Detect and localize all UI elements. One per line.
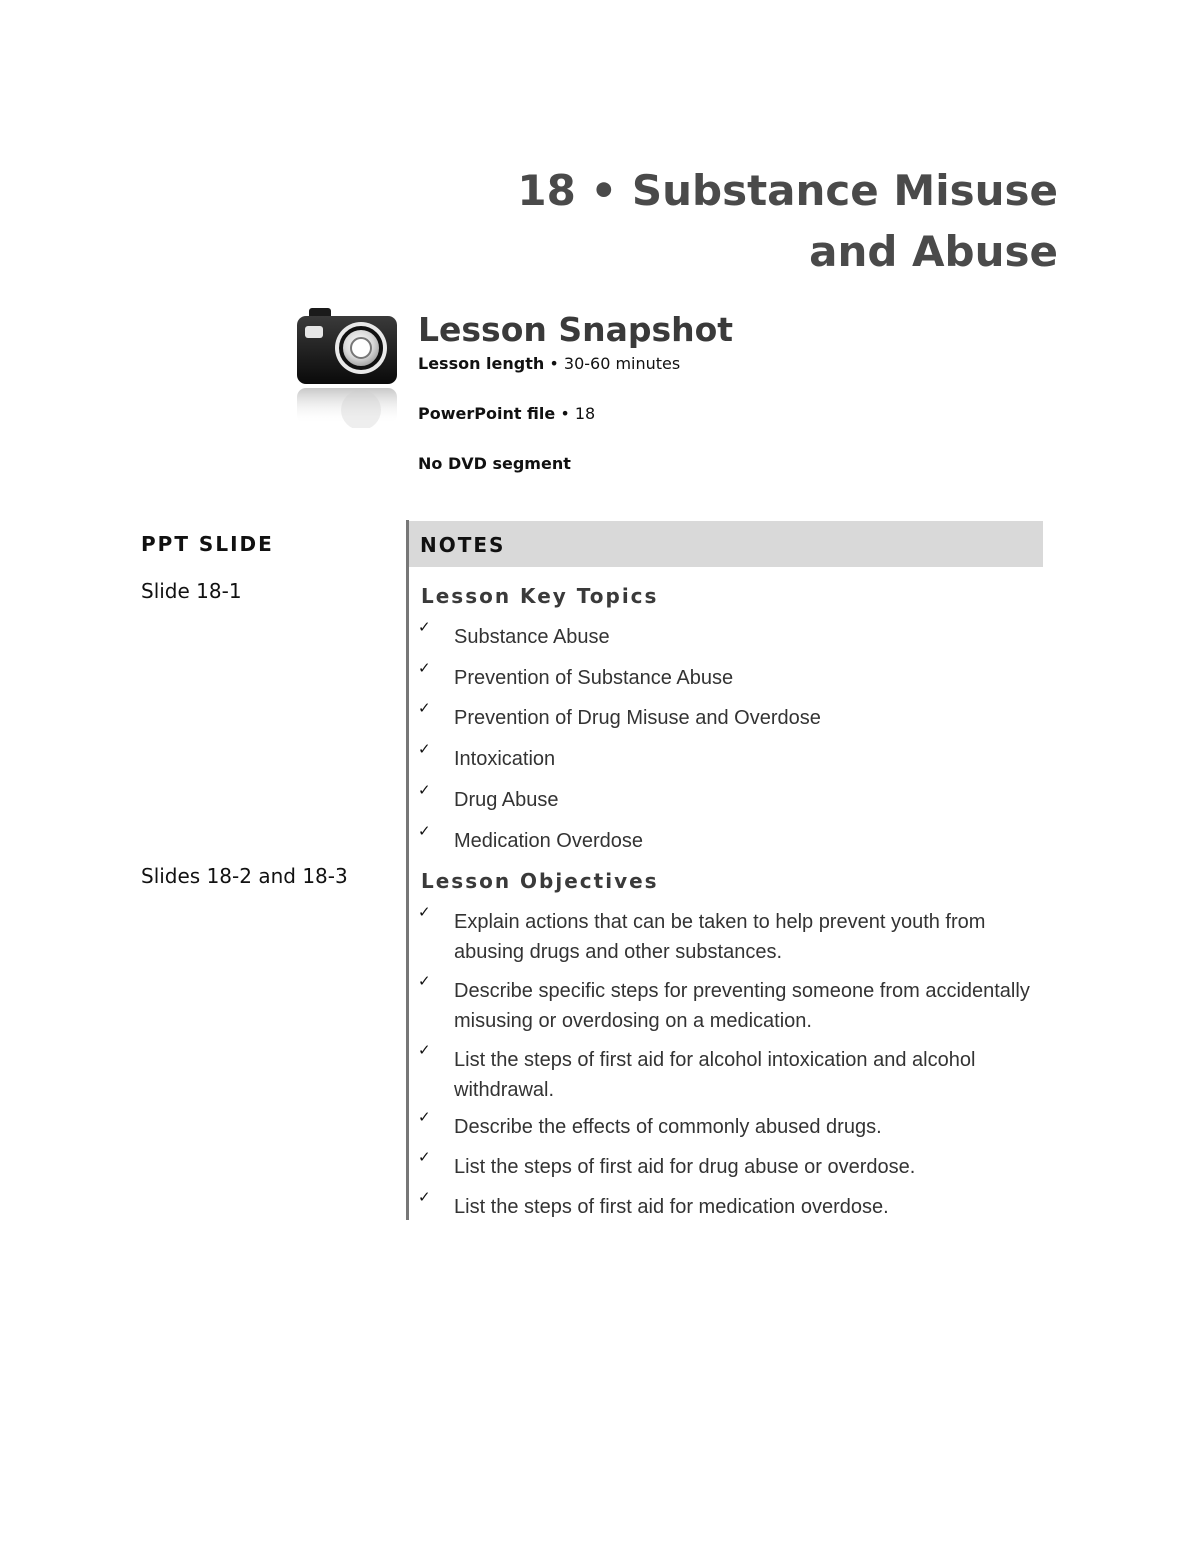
lesson-length-value: • 30-60 minutes [549, 354, 681, 373]
list-item-text: Intoxication [454, 748, 556, 770]
check-icon: ✓ [418, 822, 431, 840]
list-item-text: List the steps of first aid for alcohol intoxication and alcohol withdrawal. [454, 1049, 976, 1101]
list-item [418, 822, 1043, 856]
chapter-title [517, 160, 1058, 282]
powerpoint-file-label: PowerPoint file [418, 404, 556, 423]
dvd-segment [418, 454, 571, 473]
powerpoint-file [418, 404, 595, 423]
list-item [418, 699, 1043, 733]
lesson-length-label: Lesson length [418, 354, 545, 373]
column-divider [406, 520, 409, 1220]
list-item-text: Describe specific steps for preventing someone from accidentally misusing or overdosing on a medication. [454, 980, 1030, 1032]
lesson-length [418, 354, 680, 373]
camera-icon [295, 306, 399, 428]
list-item [418, 1108, 1043, 1142]
check-icon: ✓ [418, 699, 431, 717]
check-icon: ✓ [418, 903, 431, 921]
check-icon: ✓ [418, 659, 431, 677]
check-icon: ✓ [418, 1188, 431, 1206]
list-item [418, 1188, 1043, 1222]
notes-header: NOTES [420, 533, 506, 557]
list-item [418, 972, 1043, 1036]
notes-header-bar [409, 521, 1043, 567]
dvd-segment-label: No DVD segment [418, 454, 571, 473]
list-item [418, 618, 1043, 652]
check-icon: ✓ [418, 618, 431, 636]
chapter-title-line-2: and Abuse [809, 227, 1058, 276]
check-icon: ✓ [418, 740, 431, 758]
check-icon: ✓ [418, 1041, 431, 1059]
check-icon: ✓ [418, 972, 431, 990]
list-item-text: Prevention of Drug Misuse and Overdose [454, 707, 821, 729]
ppt-slide-header: PPT SLIDE [141, 532, 274, 556]
list-item-text: Substance Abuse [454, 626, 610, 648]
list-item [418, 1148, 1043, 1182]
check-icon: ✓ [418, 781, 431, 799]
list-item-text: List the steps of first aid for drug abuse or overdose. [454, 1156, 916, 1178]
lesson-snapshot [418, 308, 1018, 473]
list-item-text: Describe the effects of commonly abused drugs. [454, 1116, 882, 1138]
list-item [418, 1041, 1043, 1105]
list-item [418, 781, 1043, 815]
list-item [418, 903, 1043, 967]
list-item-text: Prevention of Substance Abuse [454, 667, 734, 689]
snapshot-heading: Lesson Snapshot [418, 310, 734, 349]
objectives-heading: Lesson Objectives [421, 869, 659, 893]
slide-label-2: Slides 18-2 and 18-3 [141, 864, 348, 888]
list-item [418, 659, 1043, 693]
list-item-text: List the steps of first aid for medication overdose. [454, 1196, 889, 1218]
list-item-text: Medication Overdose [454, 830, 643, 852]
powerpoint-file-value: • 18 [560, 404, 596, 423]
key-topics-heading: Lesson Key Topics [421, 584, 659, 608]
chapter-title-line-1: 18 • Substance Misuse [517, 166, 1058, 215]
list-item-text: Drug Abuse [454, 789, 559, 811]
list-item-text: Explain actions that can be taken to help prevent youth from abusing drugs and other substances. [454, 911, 986, 963]
slide-label-1: Slide 18-1 [141, 579, 242, 603]
check-icon: ✓ [418, 1148, 431, 1166]
check-icon: ✓ [418, 1108, 431, 1126]
list-item [418, 740, 1043, 774]
